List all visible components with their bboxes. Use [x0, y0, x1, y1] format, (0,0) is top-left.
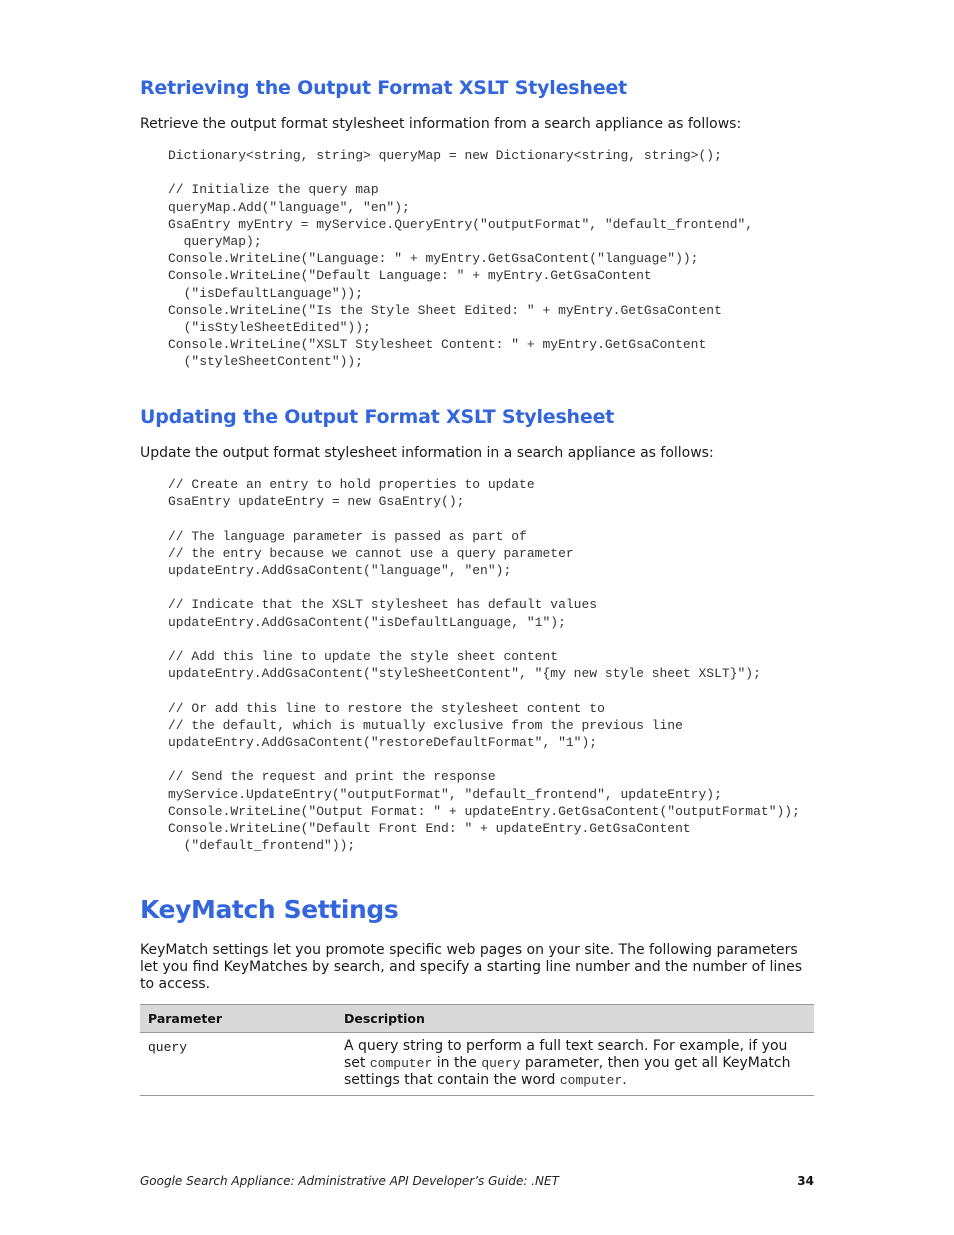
desc-code: computer	[369, 1056, 433, 1071]
section-intro-retrieving: Retrieve the output format stylesheet information from a search appliance as follows:	[140, 116, 742, 132]
table-row	[140, 1033, 814, 1096]
column-header-description: Description	[336, 1005, 814, 1033]
section-heading-updating: Updating the Output Format XSLT Stylesheet	[140, 406, 615, 428]
keymatch-heading: KeyMatch Settings	[140, 895, 399, 924]
desc-text: A query string to perform a full text search. For example, if you set	[344, 1038, 788, 1071]
code-block-retrieving: Dictionary<string, string> queryMap = new Dictionary<string, string>(); // Initialize the query map queryMap.Add("language", "en"); GsaEntry myEntry = myService.QueryEntry("outputFormat", "default_frontend", queryMap); Console.WriteLine("Language: " + myEntry.GetGsaContent("language")); Console.WriteLine("Default Language: " + myEntry.GetGsaContent ("isDefaultLanguage")); Console.WriteLine("Is the Style Sheet Edited: " + myEntry.GetGsaContent ("isStyleSheetEdited")); Console.WriteLine("XSLT Stylesheet Content: " + myEntry.GetGsaContent ("styleSheetContent"));	[168, 148, 754, 370]
footer-page-number: 34	[797, 1174, 814, 1188]
keymatch-intro: KeyMatch settings let you promote specific web pages on your site. The following parameters let you find KeyMatches by search, and specify a starting line number and the number of lines to access.	[140, 942, 803, 992]
desc-code: query	[481, 1056, 521, 1071]
column-header-parameter: Parameter	[140, 1005, 336, 1033]
table-header-row	[140, 1005, 814, 1033]
description-cell	[336, 1033, 814, 1096]
desc-text: parameter, then you get all KeyMatch settings that contain the word	[344, 1055, 791, 1088]
section-heading-retrieving: Retrieving the Output Format XSLT Stylesheet	[140, 77, 627, 99]
desc-text: .	[622, 1072, 627, 1088]
parameter-table	[140, 1004, 814, 1096]
desc-code: computer	[559, 1073, 623, 1088]
code-block-updating: // Create an entry to hold properties to update GsaEntry updateEntry = new GsaEntry(); // The language parameter is passed as part of // the entry because we cannot use a query parameter updateEntry.AddGsaContent("language", "en"); // Indicate that the XSLT stylesheet has default values updateEntry.AddGsaContent("isDefaultLanguage, "1"); // Add this line to update the style sheet content updateEntry.AddGsaContent("styleSheetContent", "{my new style sheet XSLT}"); // Or add this line to restore the stylesheet content to // the default, which is mutually exclusive from the previous line updateEntry.AddGsaContent("restoreDefaultFormat", "1"); // Send the request and print the response myService.UpdateEntry("outputFormat", "default_frontend", updateEntry); Console.WriteLine("Output Format: " + updateEntry.GetGsaContent("outputFormat")); Console.WriteLine("Default Front End: " + updateEntry.GetGsaContent ("default_frontend"));	[168, 477, 800, 854]
desc-text: in the	[432, 1055, 482, 1071]
param-cell: query	[140, 1033, 336, 1096]
footer-document-title: Google Search Appliance: Administrative API Developer’s Guide: .NET	[140, 1174, 559, 1188]
section-intro-updating: Update the output format stylesheet information in a search appliance as follows:	[140, 445, 714, 461]
